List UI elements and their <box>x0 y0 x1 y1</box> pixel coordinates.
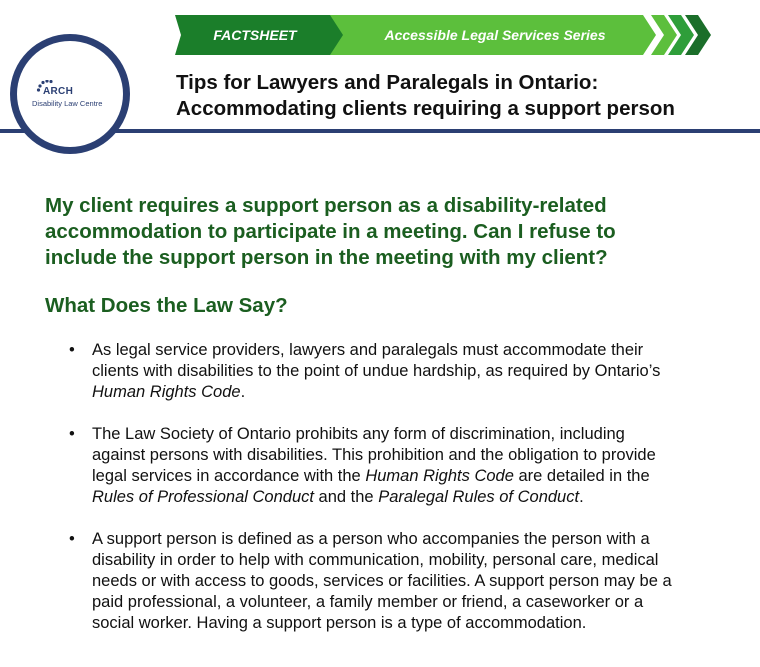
bullet-line <box>92 445 760 466</box>
logo-subtitle: Disability Law Centre <box>32 99 103 108</box>
bullet-dot: • <box>69 341 75 359</box>
bullet-item <box>45 529 760 634</box>
bullet-line <box>92 613 760 634</box>
bullet-line <box>92 529 760 550</box>
bullet-line <box>92 424 760 445</box>
body-text: clients with disabilities to the point of undue hardship, as required by Ontario’s <box>92 362 661 380</box>
factsheet-header <box>0 0 760 160</box>
italic-text: Rules of Professional Conduct <box>92 488 314 506</box>
bullet-line <box>92 571 760 592</box>
bullet-line <box>92 466 760 487</box>
title-line: Tips for Lawyers and Paralegals in Ontario: <box>176 71 599 94</box>
body-text: paid professional, a volunteer, a family member or friend, a caseworker or a <box>92 593 644 611</box>
body-text: are detailed in the <box>513 467 650 485</box>
body-text: A support person is defined as a person who accompanies the person with a <box>92 530 650 548</box>
body-text: disability in order to help with communication, mobility, personal care, medical <box>92 551 659 569</box>
bullet-line <box>92 340 760 361</box>
question-line: My client requires a support person as a disability-related <box>45 194 607 217</box>
italic-text: Human Rights Code <box>365 467 514 485</box>
logo-name: ARCH <box>43 86 74 97</box>
bullet-dot: • <box>69 530 75 548</box>
bullet-line <box>92 382 760 403</box>
body-text: needs or with access to goods, services or facilities. A support person may be a <box>92 572 672 590</box>
question-line: accommodation to participate in a meeting. Can I refuse to <box>45 220 616 243</box>
question-heading <box>45 193 745 271</box>
bullet-line <box>92 592 760 613</box>
body-text: legal services in accordance with the <box>92 467 366 485</box>
series-label: Accessible Legal Services Series <box>384 27 606 43</box>
italic-text: Paralegal Rules of Conduct <box>378 488 580 506</box>
body-text: . <box>240 383 246 401</box>
bullet-line <box>92 361 760 382</box>
bullet-item <box>45 340 760 403</box>
body-text: As legal service providers, lawyers and paralegals must accommodate their <box>92 341 644 359</box>
question-line: include the support person in the meeting with my client? <box>45 246 608 269</box>
body-text: against persons with disabilities. This prohibition and the obligation to provide <box>92 446 656 464</box>
body-text: and the <box>313 488 379 506</box>
body-text: The Law Society of Ontario prohibits any form of discrimination, including <box>92 425 625 443</box>
bullet-list <box>45 340 760 634</box>
section-heading: What Does the Law Say? <box>45 294 288 317</box>
title-line: Accommodating clients requiring a support person <box>176 97 675 120</box>
bullet-item <box>45 424 760 508</box>
page-title <box>176 70 675 122</box>
bullet-line <box>92 550 760 571</box>
bullet-line <box>92 487 760 508</box>
factsheet-label: FACTSHEET <box>213 27 297 43</box>
italic-text: Human Rights Code <box>92 383 241 401</box>
bullet-dot: • <box>69 425 75 443</box>
body-text: social worker. Having a support person is a type of accommodation. <box>92 614 587 632</box>
body-text: . <box>579 488 584 506</box>
